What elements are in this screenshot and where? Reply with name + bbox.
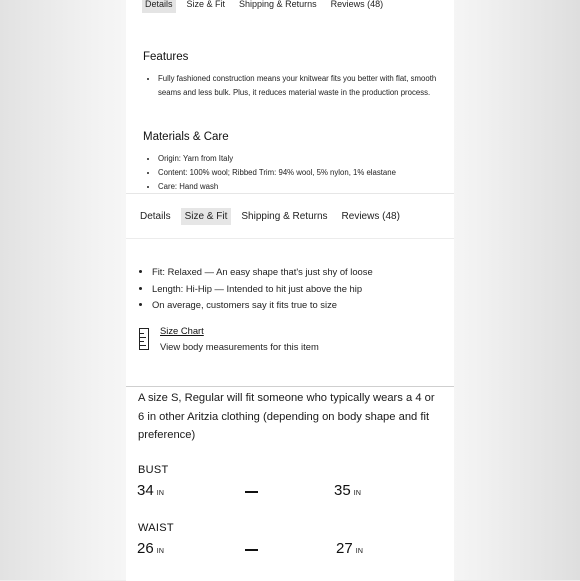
measurement-max-waist: 27 IN — [336, 540, 364, 557]
measurement-min-bust: 34 IN — [137, 482, 165, 499]
measurement-max-bust: 35 IN — [334, 482, 362, 499]
list-item: • Length: Hi-Hip — Intended to hit just above the hip — [152, 281, 373, 298]
range-dash — [245, 549, 258, 551]
divider — [126, 238, 454, 239]
background-left — [0, 0, 126, 580]
list-item: • Content: 100% wool; Ribbed Trim: 94% wool, 5% nylon, 1% elastane — [158, 166, 446, 180]
tab-size-fit[interactable]: Size & Fit — [181, 208, 232, 225]
tab-bar — [136, 208, 410, 225]
size-description: A size S, Regular will fit someone who typically wears a 4 or 6 in other Aritzia clothing (depending on body shape and fit preference) — [138, 392, 435, 441]
measurement-label-bust: BUST — [138, 464, 169, 476]
measurements-panel — [126, 386, 454, 581]
tab-reviews[interactable]: Reviews (48) — [341, 211, 400, 222]
list-item: • Care: Hand wash — [158, 180, 446, 193]
measurement-min-waist: 26 IN — [137, 540, 165, 557]
list-item: • Origin: Yarn from Italy — [158, 152, 446, 166]
size-fit-panel — [126, 193, 454, 387]
features-heading: Features — [143, 51, 189, 63]
size-chart-description: View body measurements for this item — [160, 341, 319, 352]
materials-list — [146, 152, 446, 193]
tab-bar — [142, 0, 394, 13]
tab-size-fit[interactable]: Size & Fit — [186, 0, 226, 9]
tab-details[interactable]: Details — [142, 0, 176, 13]
tab-shipping-returns[interactable]: Shipping & Returns — [241, 211, 328, 222]
measurement-label-waist: WAIST — [138, 522, 174, 534]
background-right — [454, 0, 580, 580]
tab-reviews[interactable]: Reviews (48) — [330, 0, 384, 9]
list-item: • Fully fashioned construction means your knitwear fits you better with flat, smooth seams and less bulk. Plus, it reduces material waste in the production process. — [158, 72, 446, 100]
materials-heading: Materials & Care — [143, 131, 229, 143]
size-chart-link[interactable]: Size Chart — [160, 325, 204, 336]
details-panel — [126, 0, 454, 193]
tab-details[interactable]: Details — [140, 211, 171, 222]
tab-shipping-returns[interactable]: Shipping & Returns — [239, 0, 317, 9]
ruler-icon — [139, 328, 149, 350]
list-item: • On average, customers say it fits true to size — [152, 297, 373, 314]
range-dash — [245, 491, 258, 493]
fit-list — [140, 264, 373, 314]
features-list — [146, 72, 446, 100]
list-item: • Fit: Relaxed — An easy shape that's just shy of loose — [152, 264, 373, 281]
